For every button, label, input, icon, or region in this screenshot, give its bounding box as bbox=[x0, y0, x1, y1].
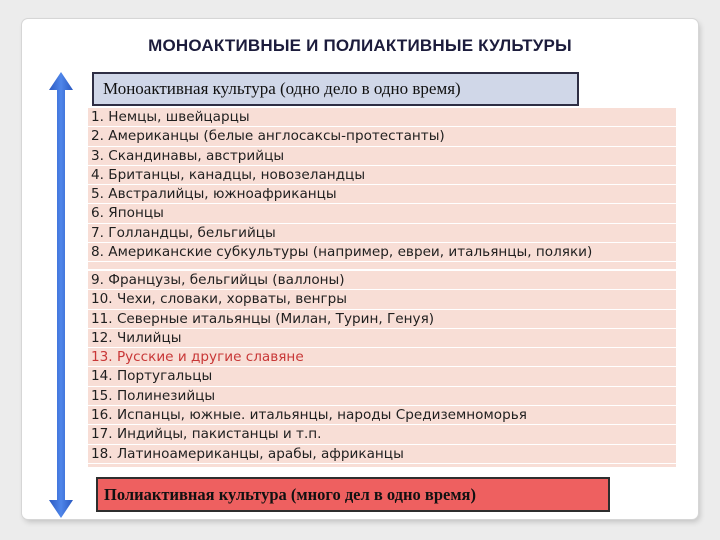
list-item: 17. Индийцы, пакистанцы и т.п. bbox=[88, 425, 676, 444]
double-arrow-icon bbox=[46, 70, 76, 520]
list-item: 7. Голландцы, бельгийцы bbox=[88, 224, 676, 243]
list-item: 3. Скандинавы, австрийцы bbox=[88, 147, 676, 166]
list-item: 10. Чехи, словаки, хорваты, венгры bbox=[88, 290, 676, 309]
mono-culture-label: Моноактивная культура (одно дело в одно время) bbox=[92, 72, 579, 106]
mono-culture-list bbox=[88, 108, 676, 269]
list-item: 8. Американские субкультуры (например, евреи, итальянцы, поляки) bbox=[88, 243, 676, 262]
list-item: 11. Северные итальянцы (Милан, Турин, Генуя) bbox=[88, 310, 676, 329]
list-item: 6. Японцы bbox=[88, 204, 676, 223]
list-item: 15. Полинезийцы bbox=[88, 387, 676, 406]
list-item: 2. Американцы (белые англосаксы-протестанты) bbox=[88, 127, 676, 146]
poly-culture-list bbox=[88, 271, 676, 467]
list-item: 1. Немцы, швейцарцы bbox=[88, 108, 676, 127]
list-item-highlighted: 13. Русские и другие славяне bbox=[88, 348, 676, 367]
list-item: 9. Французы, бельгийцы (валлоны) bbox=[88, 271, 676, 290]
list-item: 18. Латиноамериканцы, арабы, африканцы bbox=[88, 445, 676, 464]
poly-culture-label: Полиактивная культура (много дел в одно время) bbox=[96, 477, 610, 512]
list-item: 4. Британцы, канадцы, новозеландцы bbox=[88, 166, 676, 185]
slide-title: МОНОАКТИВНЫЕ И ПОЛИАКТИВНЫЕ КУЛЬТУРЫ bbox=[148, 36, 572, 55]
list-item: 12. Чилийцы bbox=[88, 329, 676, 348]
list-item: 16. Испанцы, южные. итальянцы, народы Средиземноморья bbox=[88, 406, 676, 425]
list-item: 5. Австралийцы, южноафриканцы bbox=[88, 185, 676, 204]
list-item: 14. Португальцы bbox=[88, 367, 676, 386]
